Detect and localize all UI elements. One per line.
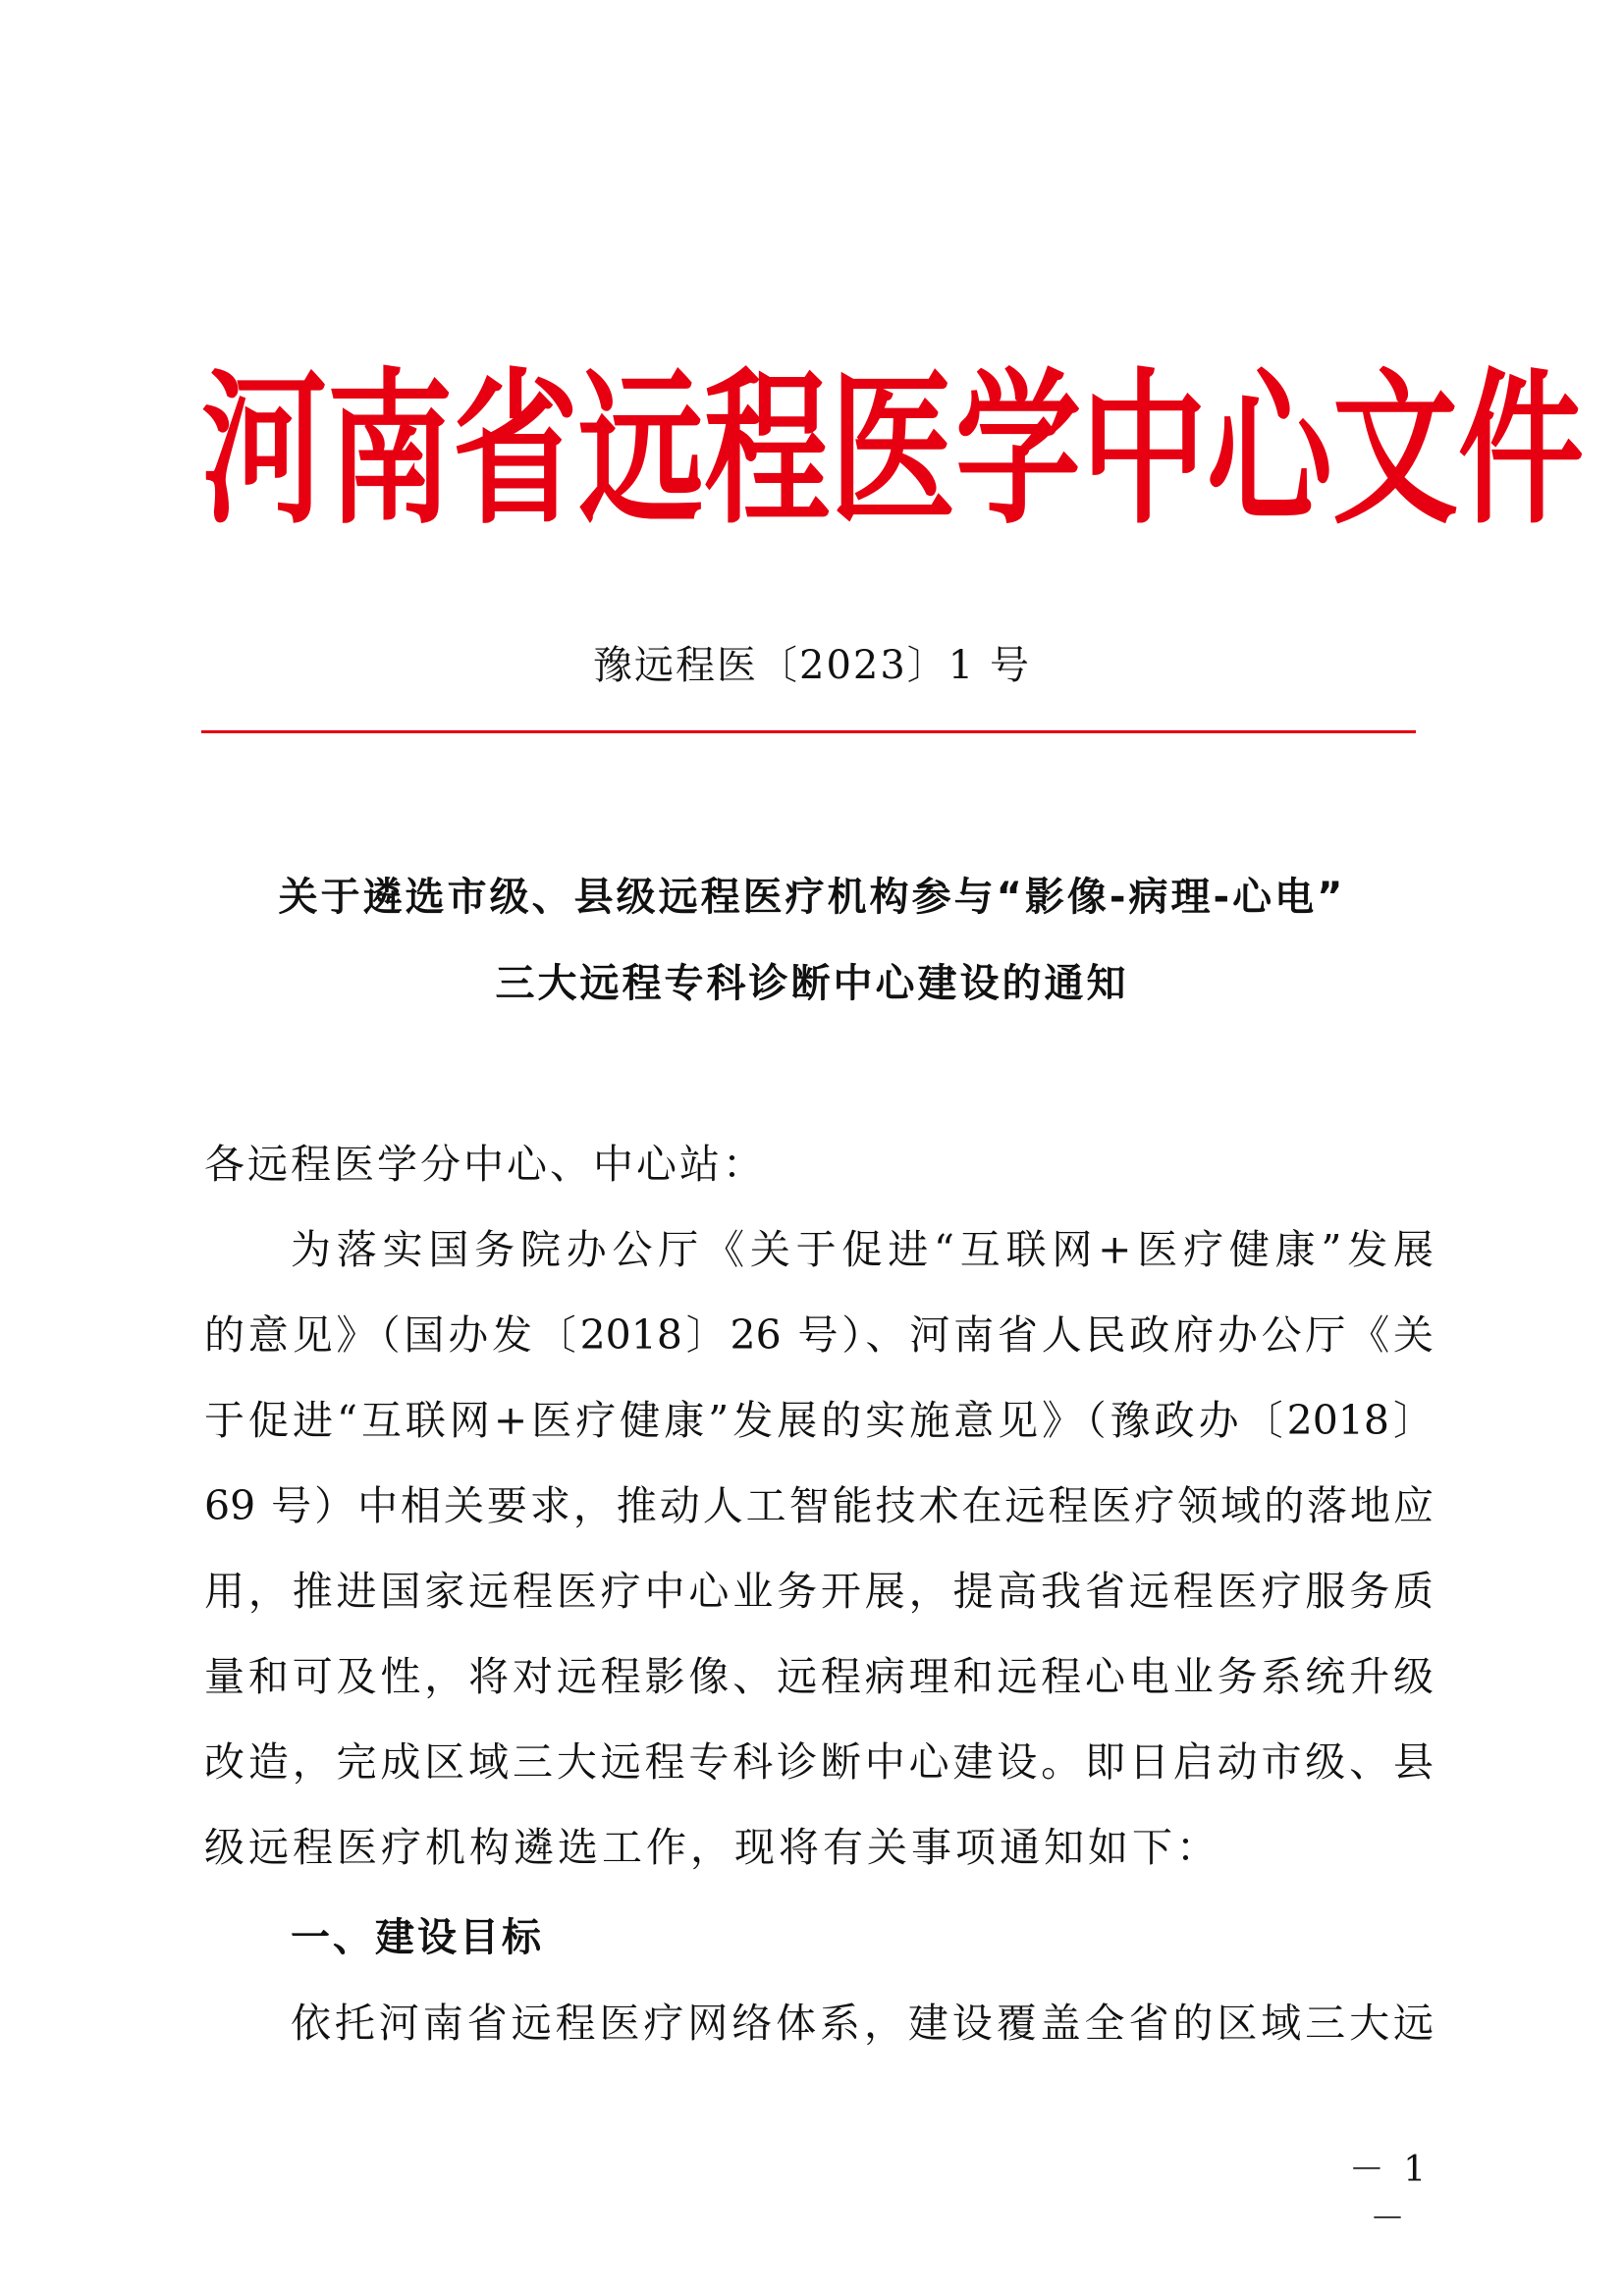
salutation: 各远程医学分中心、中心站： [204,1141,766,1188]
paragraph-1-line: 级远程医疗机构遴选工作，现将有关事项通知如下： [204,1824,1220,1871]
red-divider-line [201,730,1416,733]
paragraph-1-line: 改造，完成区域三大远程专科诊断中心建设。即日启动市级、县 [204,1738,1434,1786]
paragraph-1-line: 的意见》（国办发〔2018〕26 号）、河南省人民政府办公厅《关 [204,1311,1434,1359]
paragraph-1-line: 量和可及性，将对远程影像、远程病理和远程心电业务系统升级 [204,1653,1434,1700]
page-number: － 1 － [1348,2150,1431,2239]
issuer-masthead: 河南省远程医学中心文件 [201,354,1585,548]
paragraph-1-line: 69 号）中相关要求，推动人工智能技术在远程医疗领域的落地应 [204,1482,1434,1529]
paragraph-2-line: 依托河南省远程医疗网络体系，建设覆盖全省的区域三大远 [291,2000,1434,2047]
paragraph-1-line: 于促进“互联网+医疗健康”发展的实施意见》（豫政办〔2018〕 [204,1397,1434,1444]
document-title-line-2: 三大远程专科诊断中心建设的通知 [495,961,1129,1006]
paragraph-1-line: 用，推进国家远程医疗中心业务开展，提高我省远程医疗服务质 [204,1568,1434,1615]
document-number: 豫远程医〔2023〕1 号 [593,643,1031,688]
document-title-line-1: 关于遴选市级、县级远程医疗机构参与“影像-病理-心电” [278,875,1346,920]
section-1-heading: 一、建设目标 [291,1915,544,1960]
paragraph-1-line: 为落实国务院办公厅《关于促进“互联网+医疗健康”发展 [291,1226,1434,1273]
